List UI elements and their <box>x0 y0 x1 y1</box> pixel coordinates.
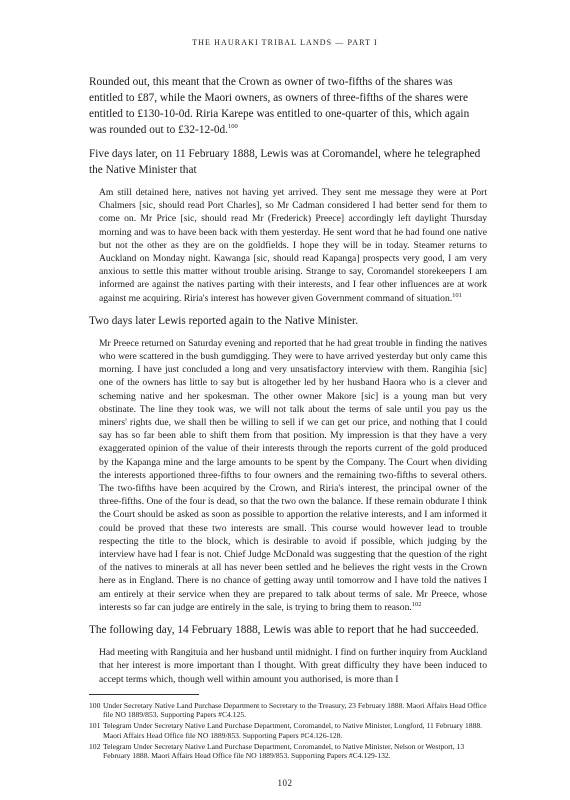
page-number: 102 <box>277 778 293 788</box>
footnote-text: Telegram Under Secretary Native Land Purchase Department, Coromandel, to Native Minister, Longford, 11 February 1888. Maori Affairs Head Office file NO 1889/853. Supporting Papers #C4.126-128. <box>103 721 483 740</box>
footnote-divider <box>89 694 199 695</box>
footnote-number: 102 <box>89 741 101 751</box>
paragraph-4: The following day, 14 February 1888, Lewis was able to report that he had succeeded. <box>89 624 479 637</box>
paragraph-2: Five days later, on 11 February 1888, Lewis was at Coromandel, where he telegraphed the Native Minister that <box>89 148 481 176</box>
running-header: THE HAURAKI TRIBAL LANDS — PART I <box>192 38 378 47</box>
paragraph-1 <box>89 74 487 138</box>
footnote-number: 100 <box>89 700 101 710</box>
footnote-100 <box>89 701 487 720</box>
footnote-101 <box>89 721 487 740</box>
page-body <box>89 74 487 762</box>
footnote-102 <box>89 742 487 761</box>
footnotes <box>89 701 487 761</box>
footnote-ref-100: 100 <box>228 123 238 131</box>
footnote-ref-101: 101 <box>452 291 462 299</box>
footnote-text: Under Secretary Native Land Purchase Department to Secretary to the Treasury, 23 February 1888. Maori Affairs Head Office file NO 1889/853. Supporting Papers #C4.125. <box>103 700 487 719</box>
paragraph-3: Two days later Lewis reported again to the Native Minister. <box>89 314 359 327</box>
footnote-text: Telegram Under Secretary Native Land Purchase Department, Coromandel, to Native Minister, Nelson or Westport, 13 February 1888. Maori Affairs Head Office file NO 1889/853. Supporting Papers #C4.129-132. <box>103 741 465 761</box>
block-quote-2 <box>99 337 487 614</box>
footnote-ref-102: 102 <box>411 600 422 608</box>
paragraph-1-text: Rounded out, this meant that the Crown as owner of two-fifths of the shares was entitled to £87, while the Maori owners, as owners of three-fifths of the shares were entitled to £130-10-0d. Riria Karepe was entitled to one-quarter of this, which again was rounded out to £32-12-0d. <box>89 76 470 136</box>
block-quote-1-text: Am still detained here, natives not having yet arrived. They sent me message they were at Port Chalmers [sic, should read Port Charles], so Mr Cadman considered I had better send for them to come on. Mr Price [sic, should read Mr (Frederick) Preece] accordingly left daylight Thursday morning and was to have been back with them yesterday. He sent word that he had found one native but not the other as they are on the goldfields. I hope they will be in today. Steamer returns to Auckland on Monday night. Kawanga [sic, should read Kapanga] prospects very good, I am very anxious to settle this matter without trouble arising. Strange to say, Coromandel storekeepers I am informed are against the natives parting with their interests, and I fear other influences are at work against me acquiring. Riria's interest has however given Government command of situation. <box>99 187 487 304</box>
block-quote-2-text: Mr Preece returned on Saturday evening and reported that he had great trouble in finding the natives who were scattered in the bush gumdigging. They were to have arrived yesterday but only came this morning. I have just concluded a long and very unsatisfactory interview with them. Rangihia [sic] one of the owners has little to say but is altogether led by her husband Haora who is a clever and scheming native and her spokesman. The other owner Makore [sic] is a young man but very obstinate. The line they took was, we will not talk about the terms of sale until you pay us the miners' rights due, we shall then be willing to sell if we can get our price, and nothing that I could say has so far been able to shift them from that position. My impression is that they have a very exaggerated opinion of the value of their interests through the reports current of the gold produced by the Kapanga mine and the large amounts to be spent by the Company. The Court when dividing the interests apportioned three-fifths to four owners and the remaining two-fifths to several others. The two-fifths have been acquired by the Crown, and Riria's interest, the principal owner of the three-fifths. One of the four is dead, so that the two own the balance. If these remain obdurate I think the Court should be asked as soon as possible to apportion the relative interests, and I am informed it could be proved that these two interests are small. This course would however lead to trouble respecting the title to the block, which is desirable to avoid if possible, which judging by the interview have had I fear is not. Chief Judge McDonald was suggesting that the question of the right of the natives to minerals at all has never been settled and he believes the right vests in the Crown here as in England. There is no chance of getting away until tomorrow and I have told the natives I am entirely at their service when they are prepared to talk about terms of sale. Mr Preece, whose interests so far can judge are entirely in the sale, is trying to bring them to reason. <box>99 337 487 613</box>
block-quote-1 <box>99 186 487 305</box>
block-quote-3: Had meeting with Rangituia and her husband until midnight. I find on further inquiry from Auckland that her interest is more important than I thought. With great difficulty they have been induced to accept terms which, though well within amount you authorised, is more than I <box>99 647 487 685</box>
footnote-number: 101 <box>89 721 101 731</box>
